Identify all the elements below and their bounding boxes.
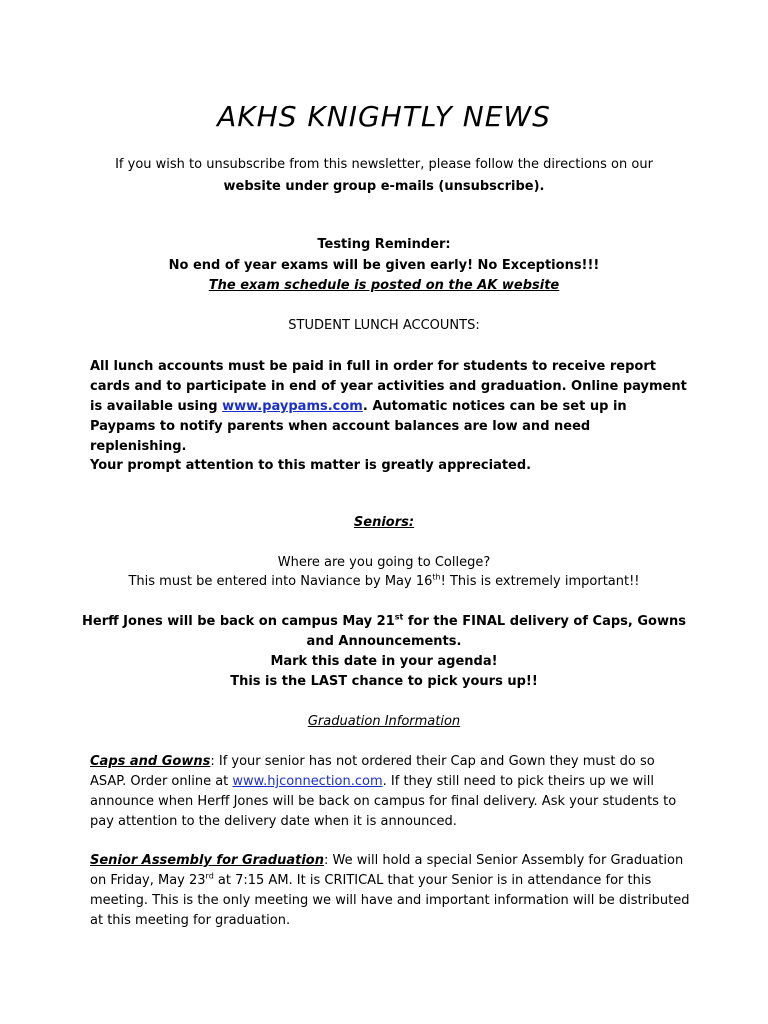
naviance-text-a: This must be entered into Naviance by May 16 [128,574,433,589]
caps-gowns-paragraph [90,752,690,832]
naviance-sup: th [432,572,441,582]
last-chance-line: This is the LAST chance to pick yours up!! [230,674,538,689]
herff-text-a: Herff Jones will be back on campus May 21 [82,614,395,629]
testing-heading: Testing Reminder: [317,237,451,252]
herff-text-b: for the FINAL delivery of Caps, Gowns [403,614,686,629]
caps-gowns-label: Caps and Gowns [90,754,211,769]
assembly-text-b: at 7:15 AM. It is CRITICAL that your Senior is in attendance for this meeting. This is the only meeting we will have and important information will be distributed at this meeting for graduation. [90,873,690,928]
paypams-link[interactable]: www.paypams.com [222,399,363,414]
naviance-reminder [0,574,768,589]
assembly-text-a: : We will hold a special Senior Assembly for Graduation on Friday, May 23 [90,853,684,888]
hjconnection-link[interactable]: www.hjconnection.com [232,774,383,789]
testing-notice: No end of year exams will be given early! No Exceptions!!! [168,258,600,273]
senior-assembly-label: Senior Assembly for Graduation [90,853,324,868]
lunch-text-a: All lunch accounts must be paid in full in order for students to receive report cards and to participate in end of year activities and graduation. Online payment is available using [90,359,687,414]
herff-line-1 [0,614,768,629]
herff-line-2: and Announcements. [306,634,462,649]
caps-text-a: : If your senior has not ordered their Cap and Gown they must do so ASAP. Order online at [90,754,655,789]
mark-date-line: Mark this date in your agenda! [270,654,498,669]
unsubscribe-line-1: If you wish to unsubscribe from this newsletter, please follow the directions on our [115,157,653,172]
lunch-heading: STUDENT LUNCH ACCOUNTS: [288,318,480,333]
graduation-heading: Graduation Information [307,714,461,729]
lunch-appreciation: Your prompt attention to this matter is greatly appreciated. [90,458,532,473]
college-question: Where are you going to College? [277,555,491,570]
caps-text-b: . If they still need to pick theirs up we will announce when Herff Jones will be back on campus for final delivery. Ask your students to pay attention to the delivery date when it is announced. [90,774,677,829]
lunch-text-b: . Automatic notices can be set up in Paypams to notify parents when account balances are low and need replenishing. [90,399,627,454]
unsubscribe-line-2: website under group e-mails (unsubscribe). [223,179,545,194]
naviance-text-b: ! This is extremely important!! [440,574,640,589]
exam-schedule-note: The exam schedule is posted on the AK website [208,278,560,293]
assembly-sup: rd [205,871,214,881]
herff-sup: st [394,612,404,622]
lunch-paragraph [90,357,690,457]
newsletter-title: AKHS KNIGHTLY NEWS [217,100,551,133]
senior-assembly-paragraph [90,851,690,931]
seniors-heading: Seniors: [353,515,415,530]
